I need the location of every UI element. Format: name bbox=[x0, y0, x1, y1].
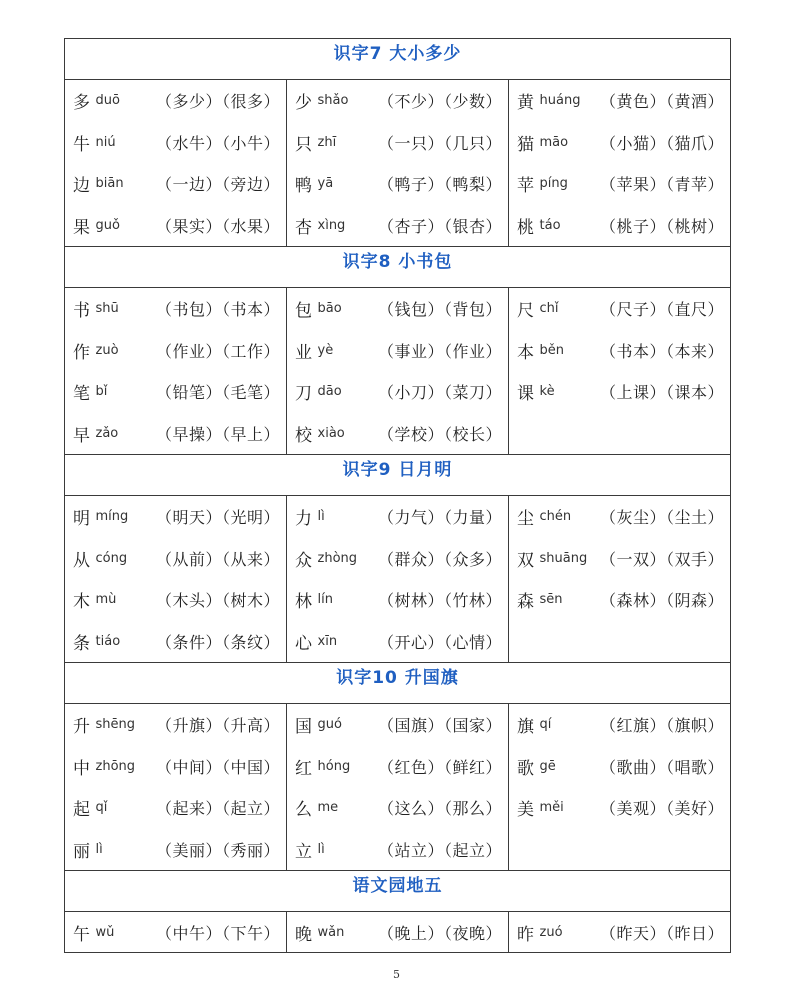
hanzi-character: 尘 bbox=[517, 509, 534, 530]
hanzi-character: 早 bbox=[73, 425, 90, 446]
pinyin: zuò bbox=[95, 342, 119, 358]
pinyin: huáng bbox=[539, 93, 581, 109]
pinyin: měi bbox=[539, 800, 564, 816]
character-entry bbox=[65, 912, 286, 952]
hanzi-character: 立 bbox=[295, 841, 312, 862]
hanzi-character: 木 bbox=[73, 592, 90, 613]
hanzi-character: 红 bbox=[295, 758, 312, 779]
pinyin: yè bbox=[317, 342, 334, 358]
character-entry bbox=[65, 205, 286, 247]
section-column bbox=[287, 704, 509, 871]
pinyin: hóng bbox=[317, 758, 351, 774]
pinyin: shū bbox=[95, 301, 119, 317]
example-words: （果实）（水果） bbox=[155, 216, 280, 236]
pinyin: píng bbox=[539, 176, 568, 192]
example-words: （起来）（起立） bbox=[155, 799, 280, 819]
example-words: （红色）（鲜红） bbox=[377, 757, 502, 777]
pinyin: me bbox=[317, 800, 339, 816]
example-words: （升旗）（升高） bbox=[155, 716, 280, 736]
pinyin: bǐ bbox=[95, 384, 108, 400]
hanzi-character: 力 bbox=[295, 509, 312, 530]
character-entry bbox=[287, 163, 508, 205]
example-words: （上课）（课本） bbox=[600, 383, 725, 403]
section-title: 识字10 升国旗 bbox=[65, 663, 731, 704]
hanzi-character: 笔 bbox=[73, 384, 90, 405]
character-entry bbox=[287, 496, 508, 538]
character-entry bbox=[509, 371, 730, 413]
example-words: （红旗）（旗帜） bbox=[600, 716, 725, 736]
vocabulary-table bbox=[64, 38, 731, 953]
pinyin: guǒ bbox=[95, 217, 120, 233]
hanzi-character: 边 bbox=[73, 176, 90, 197]
section-column bbox=[287, 80, 509, 247]
example-words: （从前）（从来） bbox=[155, 549, 280, 569]
pinyin: bāo bbox=[317, 301, 342, 317]
pinyin: míng bbox=[95, 509, 129, 525]
character-entry bbox=[65, 621, 286, 663]
hanzi-character: 晚 bbox=[295, 924, 312, 945]
pinyin: xiào bbox=[317, 425, 345, 441]
example-words: （铅笔）（毛笔） bbox=[155, 383, 280, 403]
hanzi-character: 丽 bbox=[73, 841, 90, 862]
hanzi-character: 旗 bbox=[517, 717, 534, 738]
character-entry bbox=[65, 704, 286, 746]
section-column bbox=[65, 496, 287, 663]
character-entry bbox=[287, 538, 508, 580]
hanzi-character: 么 bbox=[295, 800, 312, 821]
character-entry bbox=[287, 787, 508, 829]
character-entry bbox=[509, 912, 730, 952]
pinyin: zuó bbox=[539, 924, 563, 940]
pinyin: táo bbox=[539, 217, 561, 233]
example-words: （昨天）（昨日） bbox=[600, 923, 725, 943]
character-entry bbox=[287, 330, 508, 372]
character-entry bbox=[509, 122, 730, 164]
example-words: （中午）（下午） bbox=[155, 923, 280, 943]
character-entry bbox=[509, 330, 730, 372]
pinyin: wǔ bbox=[95, 924, 115, 940]
character-entry bbox=[287, 912, 508, 952]
hanzi-character: 歌 bbox=[517, 758, 534, 779]
character-entry bbox=[287, 746, 508, 788]
hanzi-character: 果 bbox=[73, 217, 90, 238]
pinyin: kè bbox=[539, 384, 555, 400]
hanzi-character: 多 bbox=[73, 93, 90, 114]
section-column bbox=[509, 80, 731, 247]
example-words: （力气）（力量） bbox=[377, 508, 502, 528]
hanzi-character: 中 bbox=[73, 758, 90, 779]
section-title: 识字8 小书包 bbox=[65, 247, 731, 288]
pinyin: xīn bbox=[317, 633, 338, 649]
hanzi-character: 林 bbox=[295, 592, 312, 613]
pinyin: lì bbox=[317, 841, 325, 857]
example-words: （歌曲）（唱歌） bbox=[600, 757, 725, 777]
pinyin: gē bbox=[539, 758, 556, 774]
character-entry bbox=[287, 829, 508, 871]
pinyin: qí bbox=[539, 717, 552, 733]
section-column bbox=[287, 496, 509, 663]
character-entry bbox=[65, 538, 286, 580]
section-title: 语文园地五 bbox=[65, 871, 731, 912]
pinyin: shǎo bbox=[317, 93, 349, 109]
hanzi-character: 尺 bbox=[517, 301, 534, 322]
page-number: 5 bbox=[393, 968, 400, 981]
example-words: （晚上）（夜晚） bbox=[377, 923, 502, 943]
pinyin: zhī bbox=[317, 134, 337, 150]
example-words: （中间）（中国） bbox=[155, 757, 280, 777]
pinyin: shuāng bbox=[539, 550, 588, 566]
pinyin: lì bbox=[317, 509, 325, 525]
pinyin: biān bbox=[95, 176, 124, 192]
hanzi-character: 起 bbox=[73, 800, 90, 821]
character-entry bbox=[509, 787, 730, 829]
hanzi-character: 升 bbox=[73, 717, 90, 738]
example-words: （一边）（旁边） bbox=[155, 175, 280, 195]
character-entry bbox=[509, 496, 730, 538]
character-entry bbox=[65, 80, 286, 122]
example-words: （站立）（起立） bbox=[377, 840, 502, 860]
hanzi-character: 从 bbox=[73, 550, 90, 571]
example-words: （杏子）（银杏） bbox=[377, 216, 502, 236]
hanzi-character: 校 bbox=[295, 425, 312, 446]
section-column bbox=[287, 288, 509, 455]
hanzi-character: 苹 bbox=[517, 176, 534, 197]
hanzi-character: 昨 bbox=[517, 924, 534, 945]
character-entry bbox=[287, 288, 508, 330]
section-title: 识字7 大小多少 bbox=[65, 39, 731, 80]
hanzi-character: 双 bbox=[517, 550, 534, 571]
character-entry bbox=[65, 496, 286, 538]
section-column bbox=[65, 704, 287, 871]
example-words: （小刀）（菜刀） bbox=[377, 383, 502, 403]
section-column bbox=[509, 496, 731, 663]
hanzi-character: 森 bbox=[517, 592, 534, 613]
example-words: （灰尘）（尘土） bbox=[600, 508, 725, 528]
hanzi-character: 课 bbox=[517, 384, 534, 405]
character-entry bbox=[65, 746, 286, 788]
example-words: （不少）（少数） bbox=[377, 92, 502, 112]
hanzi-character: 午 bbox=[73, 924, 90, 945]
section-column bbox=[509, 288, 731, 455]
pinyin: dāo bbox=[317, 384, 342, 400]
hanzi-character: 杏 bbox=[295, 217, 312, 238]
section-column bbox=[65, 288, 287, 455]
hanzi-character: 美 bbox=[517, 800, 534, 821]
character-entry bbox=[65, 829, 286, 871]
example-words: （作业）（工作） bbox=[155, 341, 280, 361]
character-entry bbox=[287, 704, 508, 746]
pinyin: chén bbox=[539, 509, 572, 525]
example-words: （书包）（书本） bbox=[155, 300, 280, 320]
pinyin: niú bbox=[95, 134, 116, 150]
pinyin: shēng bbox=[95, 717, 136, 733]
character-entry bbox=[287, 80, 508, 122]
example-words: （尺子）（直尺） bbox=[600, 300, 725, 320]
pinyin: qǐ bbox=[95, 800, 108, 816]
example-words: （学校）（校长） bbox=[377, 424, 502, 444]
pinyin: zǎo bbox=[95, 425, 119, 441]
example-words: （鸭子）（鸭梨） bbox=[377, 175, 502, 195]
section-column bbox=[287, 912, 509, 953]
hanzi-character: 黄 bbox=[517, 93, 534, 114]
hanzi-character: 业 bbox=[295, 342, 312, 363]
example-words: （多少）（很多） bbox=[155, 92, 280, 112]
pinyin: guó bbox=[317, 717, 342, 733]
character-entry bbox=[509, 288, 730, 330]
hanzi-character: 鸭 bbox=[295, 176, 312, 197]
example-words: （苹果）（青苹） bbox=[600, 175, 725, 195]
character-entry bbox=[65, 288, 286, 330]
example-words: （黄色）（黄酒） bbox=[600, 92, 725, 112]
section-column bbox=[509, 704, 731, 871]
character-entry bbox=[509, 80, 730, 122]
character-entry bbox=[65, 371, 286, 413]
character-entry bbox=[287, 371, 508, 413]
example-words: （事业）（作业） bbox=[377, 341, 502, 361]
pinyin: tiáo bbox=[95, 633, 121, 649]
hanzi-character: 包 bbox=[295, 301, 312, 322]
hanzi-character: 刀 bbox=[295, 384, 312, 405]
example-words: （早操）（早上） bbox=[155, 424, 280, 444]
example-words: （一双）（双手） bbox=[600, 549, 725, 569]
character-entry bbox=[509, 746, 730, 788]
example-words: （国旗）（国家） bbox=[377, 716, 502, 736]
hanzi-character: 作 bbox=[73, 342, 90, 363]
pinyin: mù bbox=[95, 592, 117, 608]
pinyin: lín bbox=[317, 592, 333, 608]
hanzi-character: 本 bbox=[517, 342, 534, 363]
character-entry bbox=[65, 122, 286, 164]
character-entry bbox=[509, 538, 730, 580]
character-entry bbox=[65, 163, 286, 205]
character-entry bbox=[287, 579, 508, 621]
character-entry bbox=[287, 122, 508, 164]
example-words: （小猫）（猫爪） bbox=[600, 133, 725, 153]
example-words: （木头）（树木） bbox=[155, 591, 280, 611]
character-entry bbox=[509, 205, 730, 247]
character-entry bbox=[65, 579, 286, 621]
hanzi-character: 心 bbox=[295, 633, 312, 654]
pinyin: zhòng bbox=[317, 550, 358, 566]
hanzi-character: 桃 bbox=[517, 217, 534, 238]
pinyin: lì bbox=[95, 841, 103, 857]
example-words: （这么）（那么） bbox=[377, 799, 502, 819]
pinyin: sēn bbox=[539, 592, 563, 608]
pinyin: cóng bbox=[95, 550, 128, 566]
example-words: （明天）（光明） bbox=[155, 508, 280, 528]
example-words: （条件）（条纹） bbox=[155, 632, 280, 652]
character-entry bbox=[65, 413, 286, 455]
example-words: （美丽）（秀丽） bbox=[155, 840, 280, 860]
section-title: 识字9 日月明 bbox=[65, 455, 731, 496]
character-entry bbox=[287, 205, 508, 247]
example-words: （书本）（本来） bbox=[600, 341, 725, 361]
hanzi-character: 只 bbox=[295, 134, 312, 155]
pinyin: zhōng bbox=[95, 758, 136, 774]
hanzi-character: 国 bbox=[295, 717, 312, 738]
pinyin: yā bbox=[317, 176, 334, 192]
pinyin: chǐ bbox=[539, 301, 559, 317]
section-column bbox=[509, 912, 731, 953]
example-words: （一只）（几只） bbox=[377, 133, 502, 153]
pinyin: duō bbox=[95, 93, 120, 109]
pinyin: māo bbox=[539, 134, 569, 150]
character-entry bbox=[65, 330, 286, 372]
example-words: （群众）（众多） bbox=[377, 549, 502, 569]
pinyin: wǎn bbox=[317, 924, 345, 940]
hanzi-character: 条 bbox=[73, 633, 90, 654]
pinyin: xìng bbox=[317, 217, 346, 233]
pinyin: běn bbox=[539, 342, 565, 358]
section-column bbox=[65, 80, 287, 247]
character-entry bbox=[287, 621, 508, 663]
example-words: （钱包）（背包） bbox=[377, 300, 502, 320]
hanzi-character: 猫 bbox=[517, 134, 534, 155]
hanzi-character: 众 bbox=[295, 550, 312, 571]
hanzi-character: 少 bbox=[295, 93, 312, 114]
character-entry bbox=[509, 704, 730, 746]
hanzi-character: 明 bbox=[73, 509, 90, 530]
example-words: （森林）（阴森） bbox=[600, 591, 725, 611]
character-entry bbox=[509, 163, 730, 205]
example-words: （水牛）（小牛） bbox=[155, 133, 280, 153]
character-entry bbox=[287, 413, 508, 455]
hanzi-character: 书 bbox=[73, 301, 90, 322]
hanzi-character: 牛 bbox=[73, 134, 90, 155]
example-words: （美观）（美好） bbox=[600, 799, 725, 819]
character-entry bbox=[65, 787, 286, 829]
character-entry bbox=[509, 579, 730, 621]
example-words: （树林）（竹林） bbox=[377, 591, 502, 611]
example-words: （桃子）（桃树） bbox=[600, 216, 725, 236]
example-words: （开心）（心情） bbox=[377, 632, 502, 652]
section-column bbox=[65, 912, 287, 953]
